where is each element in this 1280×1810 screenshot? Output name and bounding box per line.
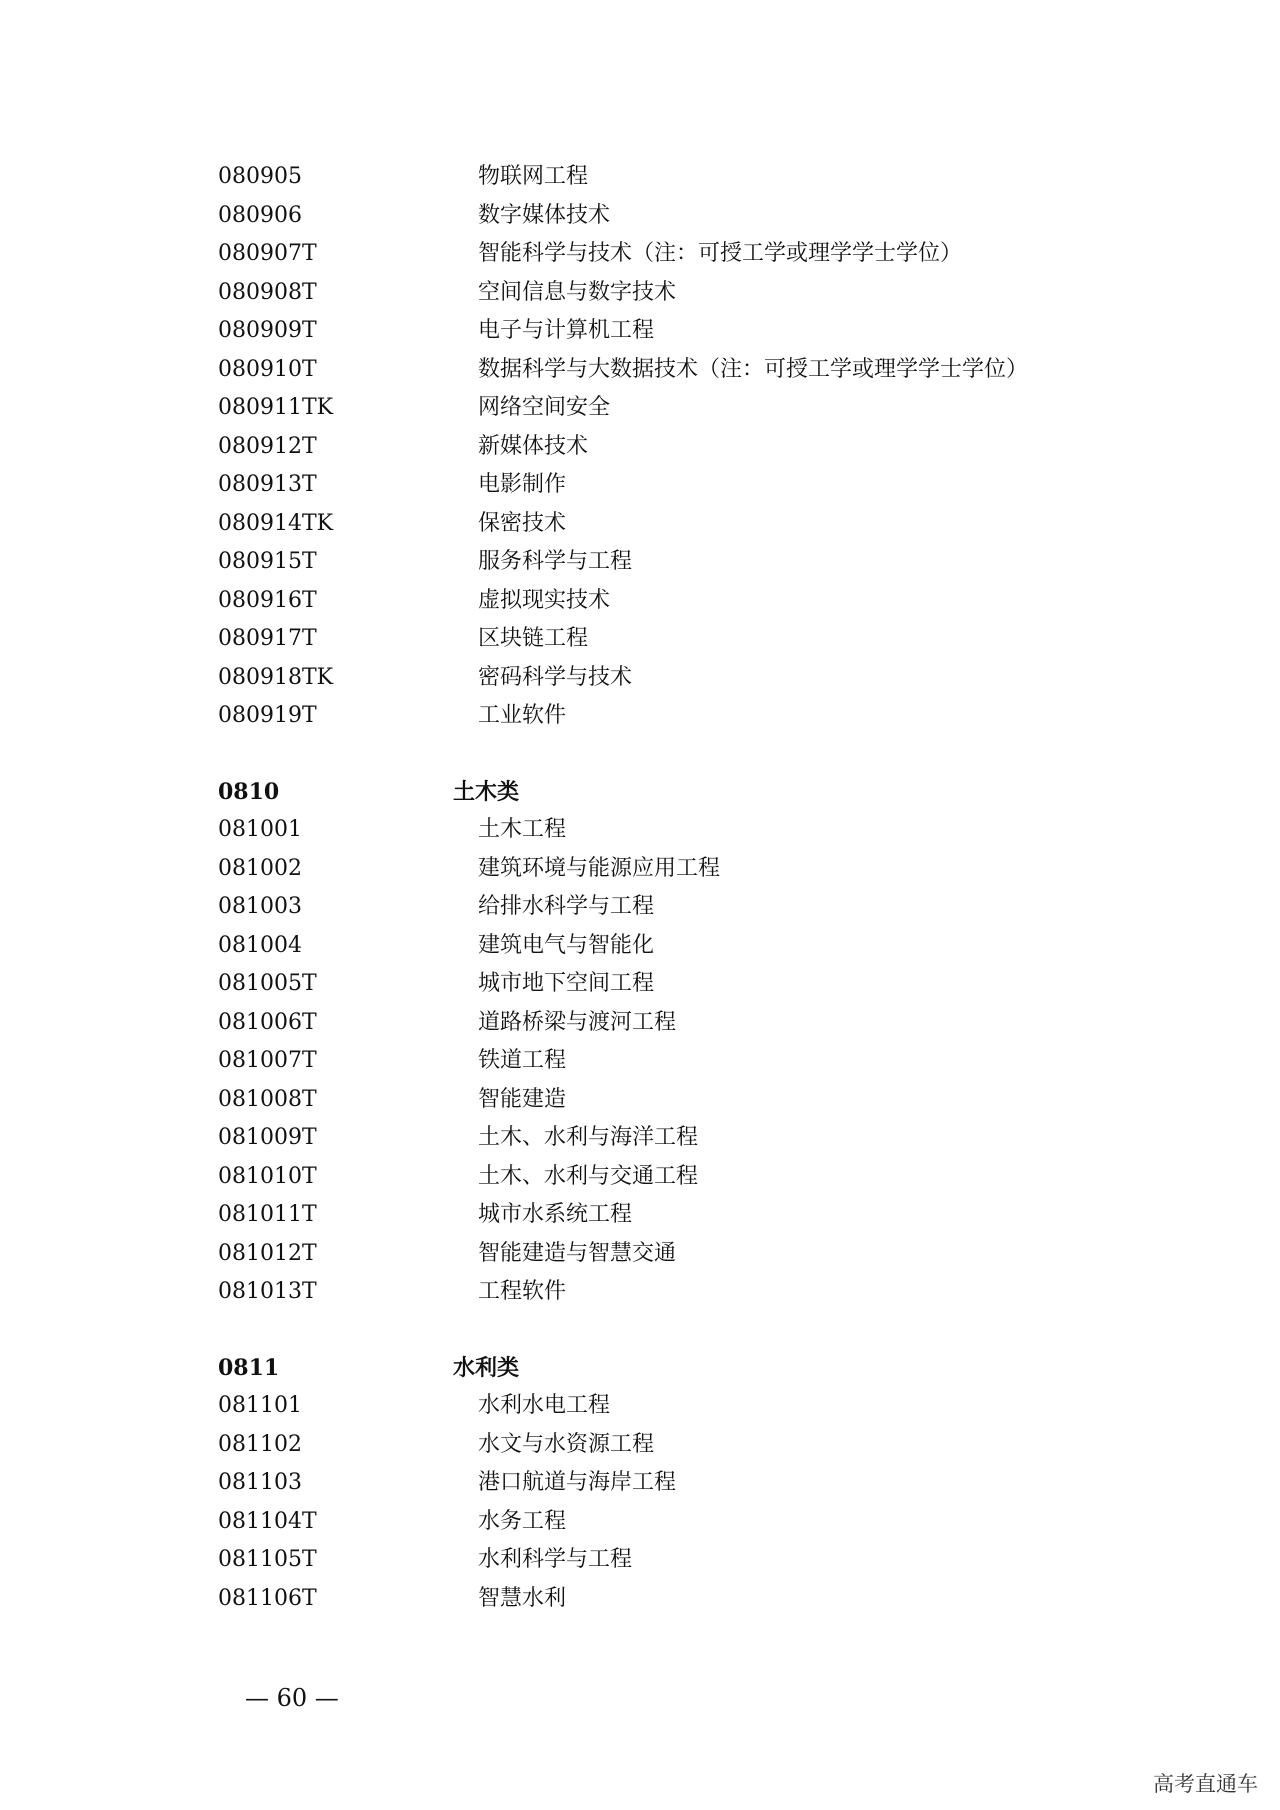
major-code: 081103: [218, 1470, 302, 1495]
list-item: [218, 1580, 1118, 1619]
major-name: 智慧水利: [478, 1585, 567, 1611]
major-name: 网络空间安全: [478, 395, 611, 420]
major-code: 080909T: [218, 318, 317, 343]
major-name: 物联网工程: [478, 164, 589, 189]
major-name: 给排水科学与工程: [478, 894, 655, 919]
list-item: [218, 1426, 1118, 1465]
major-name: 城市水系统工程: [478, 1202, 633, 1227]
list-item: [218, 1081, 1118, 1120]
major-code: 081003: [218, 894, 302, 919]
page-number: — 60 —: [245, 1684, 339, 1712]
major-code: 080910T: [218, 356, 317, 382]
major-name: 道路桥梁与渡河工程: [478, 1009, 677, 1035]
major-code: 081101: [218, 1393, 302, 1418]
category-heading: [218, 773, 1118, 812]
major-name: 电子与计算机工程: [478, 318, 655, 343]
major-name: 建筑电气与智能化: [478, 932, 655, 958]
list-item: [218, 389, 1118, 428]
major-code: 080907T: [218, 241, 317, 266]
list-item: [218, 927, 1118, 966]
major-name: 工业软件: [478, 703, 567, 728]
list-item: [218, 351, 1118, 390]
major-name: 虚拟现实技术: [478, 587, 611, 613]
list-item: [218, 620, 1118, 659]
major-name: 建筑环境与能源应用工程: [478, 855, 721, 881]
major-code: 081013T: [218, 1279, 317, 1304]
list-item: [218, 1158, 1118, 1197]
major-code: 081004: [218, 932, 302, 958]
major-code: 080913T: [218, 472, 317, 497]
major-name: 水利科学与工程: [478, 1547, 633, 1572]
list-item: [218, 1119, 1118, 1158]
major-name: 港口航道与海岸工程: [478, 1470, 677, 1495]
major-name: 数据科学与大数据技术（注：可授工学或理学学士学位）: [478, 356, 1029, 382]
category-heading: [218, 1349, 1118, 1388]
major-code: 080908T: [218, 279, 317, 305]
major-code: 081104T: [218, 1508, 317, 1534]
list-item: [218, 811, 1118, 850]
list-item: [218, 543, 1118, 582]
major-name: 电影制作: [478, 472, 567, 497]
major-code: 081009T: [218, 1125, 317, 1150]
list-item: [218, 582, 1118, 621]
list-item: [218, 197, 1118, 236]
major-code: 081001: [218, 817, 302, 842]
major-catalog-list: [218, 158, 1118, 1618]
major-name: 工程软件: [478, 1279, 567, 1304]
major-code: 080906: [218, 202, 302, 228]
watermark-text: 高考直通车: [1153, 1772, 1258, 1796]
list-item: [218, 1004, 1118, 1043]
major-name: 空间信息与数字技术: [478, 279, 677, 305]
major-name: 土木、水利与交通工程: [478, 1163, 699, 1189]
major-code: 081102: [218, 1431, 302, 1457]
major-code: 080905: [218, 164, 302, 189]
major-name: 智能建造与智慧交通: [478, 1240, 677, 1266]
category-name: 土木类: [453, 778, 520, 805]
list-item: [218, 1541, 1118, 1580]
major-name: 区块链工程: [478, 626, 589, 651]
list-item: [218, 850, 1118, 889]
list-item: [218, 1196, 1118, 1235]
major-name: 水文与水资源工程: [478, 1431, 655, 1457]
category-code: 0810: [218, 778, 280, 805]
major-code: 080916T: [218, 587, 317, 613]
list-item: [218, 697, 1118, 736]
list-item: [218, 428, 1118, 467]
major-name: 土木、水利与海洋工程: [478, 1125, 699, 1150]
major-name: 城市地下空间工程: [478, 971, 655, 996]
major-code: 080914TK: [218, 510, 334, 536]
major-name: 数字媒体技术: [478, 202, 611, 228]
major-name: 铁道工程: [478, 1048, 567, 1073]
major-code: 080917T: [218, 626, 317, 651]
major-code: 081010T: [218, 1163, 317, 1189]
major-name: 新媒体技术: [478, 433, 589, 459]
major-code: 080918TK: [218, 664, 334, 690]
major-name: 土木工程: [478, 817, 567, 842]
list-item: [218, 1503, 1118, 1542]
major-code: 080919T: [218, 703, 317, 728]
major-name: 保密技术: [478, 510, 567, 536]
list-item: [218, 1464, 1118, 1503]
list-item: [218, 1042, 1118, 1081]
major-code: 081008T: [218, 1086, 317, 1112]
major-code: 080915T: [218, 549, 317, 574]
major-name: 智能科学与技术（注：可授工学或理学学士学位）: [478, 241, 963, 266]
list-item: [218, 1387, 1118, 1426]
list-item: [218, 888, 1118, 927]
list-item: [218, 1235, 1118, 1274]
major-code: 080911TK: [218, 395, 334, 420]
major-code: 081012T: [218, 1240, 317, 1266]
major-code: 080912T: [218, 433, 317, 459]
major-name: 水利水电工程: [478, 1393, 611, 1418]
major-code: 081007T: [218, 1048, 317, 1073]
major-code: 081106T: [218, 1585, 317, 1611]
category-name: 水利类: [453, 1354, 520, 1381]
major-code: 081002: [218, 855, 302, 881]
major-name: 水务工程: [478, 1508, 567, 1534]
major-name: 智能建造: [478, 1086, 567, 1112]
list-item: [218, 659, 1118, 698]
major-name: 密码科学与技术: [478, 664, 633, 690]
list-item: [218, 312, 1118, 351]
category-code: 0811: [218, 1354, 280, 1381]
list-item: [218, 235, 1118, 274]
list-item: [218, 466, 1118, 505]
list-item: [218, 505, 1118, 544]
major-code: 081011T: [218, 1202, 317, 1227]
list-item: [218, 158, 1118, 197]
list-item: [218, 274, 1118, 313]
major-code: 081005T: [218, 971, 317, 996]
list-item: [218, 1273, 1118, 1312]
major-code: 081105T: [218, 1547, 317, 1572]
major-code: 081006T: [218, 1009, 317, 1035]
major-name: 服务科学与工程: [478, 549, 633, 574]
list-item: [218, 965, 1118, 1004]
